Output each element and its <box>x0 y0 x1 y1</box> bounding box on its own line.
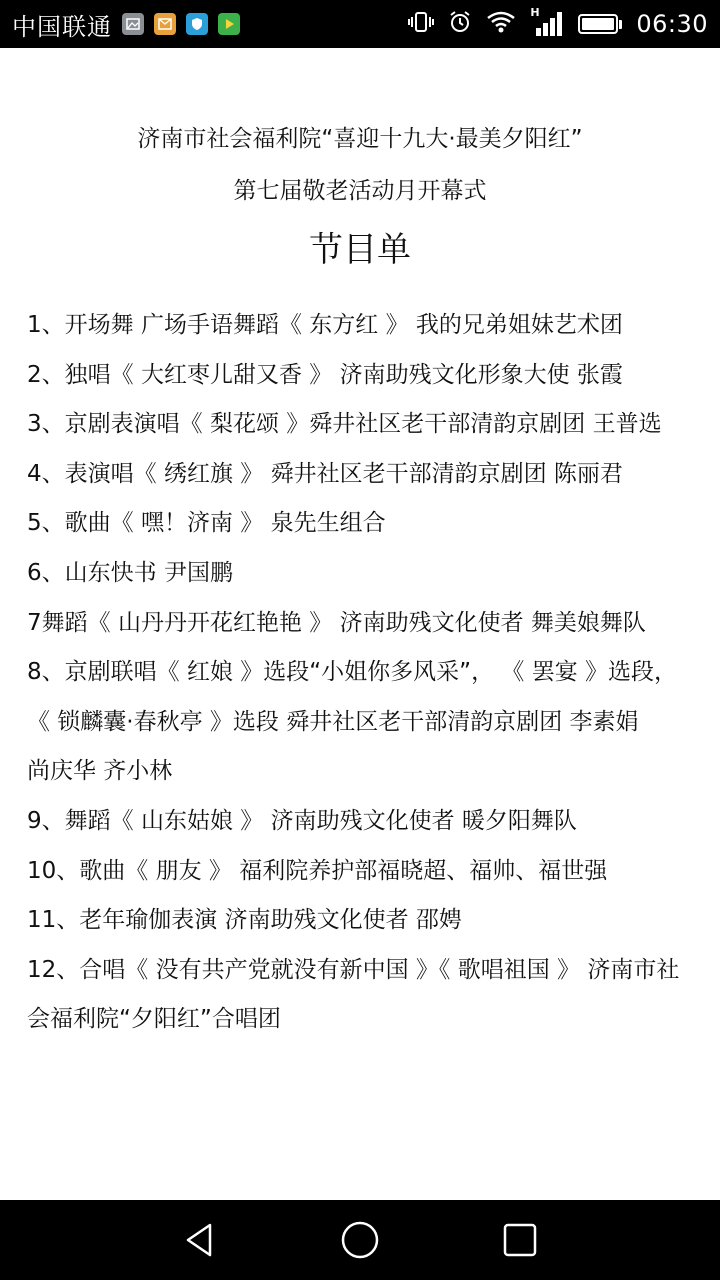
notification-icons <box>122 13 240 35</box>
navigation-bar <box>0 1200 720 1280</box>
program-line: 1、开场舞 广场手语舞蹈《 东方红 》 我的兄弟姐妹艺术团 <box>27 312 623 338</box>
program-line: 5、歌曲《 嘿！济南 》 泉先生组合 <box>27 510 386 537</box>
program-line: 4、表演唱《 绣红旗 》 舜井社区老干部清韵京剧团 陈丽君 <box>27 460 623 487</box>
program-line: 10、歌曲《 朋友 》 福利院养护部福晓超、福帅、福世强 <box>27 857 608 884</box>
program-line: 8、京剧联唱《 红娘 》选段“小姐你多风采”， 《 罢宴 》选段， <box>27 659 678 686</box>
network-type-label: H <box>530 6 540 19</box>
event-subtitle: 第七届敬老活动月开幕式 <box>233 178 487 204</box>
program-line: 6、山东快书 尹国鹏 <box>27 559 233 586</box>
battery-level-fill <box>582 18 614 30</box>
home-icon <box>340 1220 380 1260</box>
program-line: 9、舞蹈《 山东姑娘 》 济南助残文化使者 暖夕阳舞队 <box>27 807 577 834</box>
program-line: 会福利院“夕阳红”合唱团 <box>27 1006 281 1033</box>
gallery-icon <box>122 13 144 35</box>
program-line: 3、京剧表演唱《 梨花颂 》舜井社区老干部清韵京剧团 王普选 <box>27 411 662 438</box>
document-content <box>0 48 720 1200</box>
home-button[interactable] <box>328 1208 392 1272</box>
program-line: 7舞蹈《 山丹丹开花红艳艳 》 济南助残文化使者 舞美娘舞队 <box>27 609 646 636</box>
back-button[interactable] <box>168 1208 232 1272</box>
signal-icon <box>530 6 564 38</box>
system-status-icons <box>408 6 708 38</box>
program-line: 《 锁麟囊·春秋亭 》选段 舜井社区老干部清韵京剧团 李素娟 <box>27 708 639 735</box>
back-icon <box>180 1220 220 1260</box>
carrier-name: 中国联通 <box>12 12 112 41</box>
clock: 06:30 <box>636 10 708 38</box>
recents-icon <box>500 1220 540 1260</box>
shield-icon <box>186 13 208 35</box>
battery-icon <box>578 14 622 34</box>
wifi-icon <box>486 10 516 38</box>
program-heading: 节目单 <box>309 230 411 270</box>
program-line: 尚庆华 齐小林 <box>27 758 173 785</box>
status-bar <box>0 0 720 48</box>
program-list <box>27 301 707 1045</box>
video-icon <box>218 13 240 35</box>
event-title: 济南市社会福利院“喜迎十九大·最美夕阳红” <box>137 126 583 152</box>
alarm-icon <box>448 10 472 38</box>
vibrate-icon <box>408 10 434 38</box>
mail-icon <box>154 13 176 35</box>
program-line: 2、独唱《 大红枣儿甜又香 》 济南助残文化形象大使 张霞 <box>27 361 623 388</box>
program-line: 12、合唱《 没有共产党就没有新中国 》《 歌唱祖国 》 济南市社 <box>27 956 680 983</box>
program-line: 11、老年瑜伽表演 济南助残文化使者 邵娉 <box>27 907 462 934</box>
recents-button[interactable] <box>488 1208 552 1272</box>
